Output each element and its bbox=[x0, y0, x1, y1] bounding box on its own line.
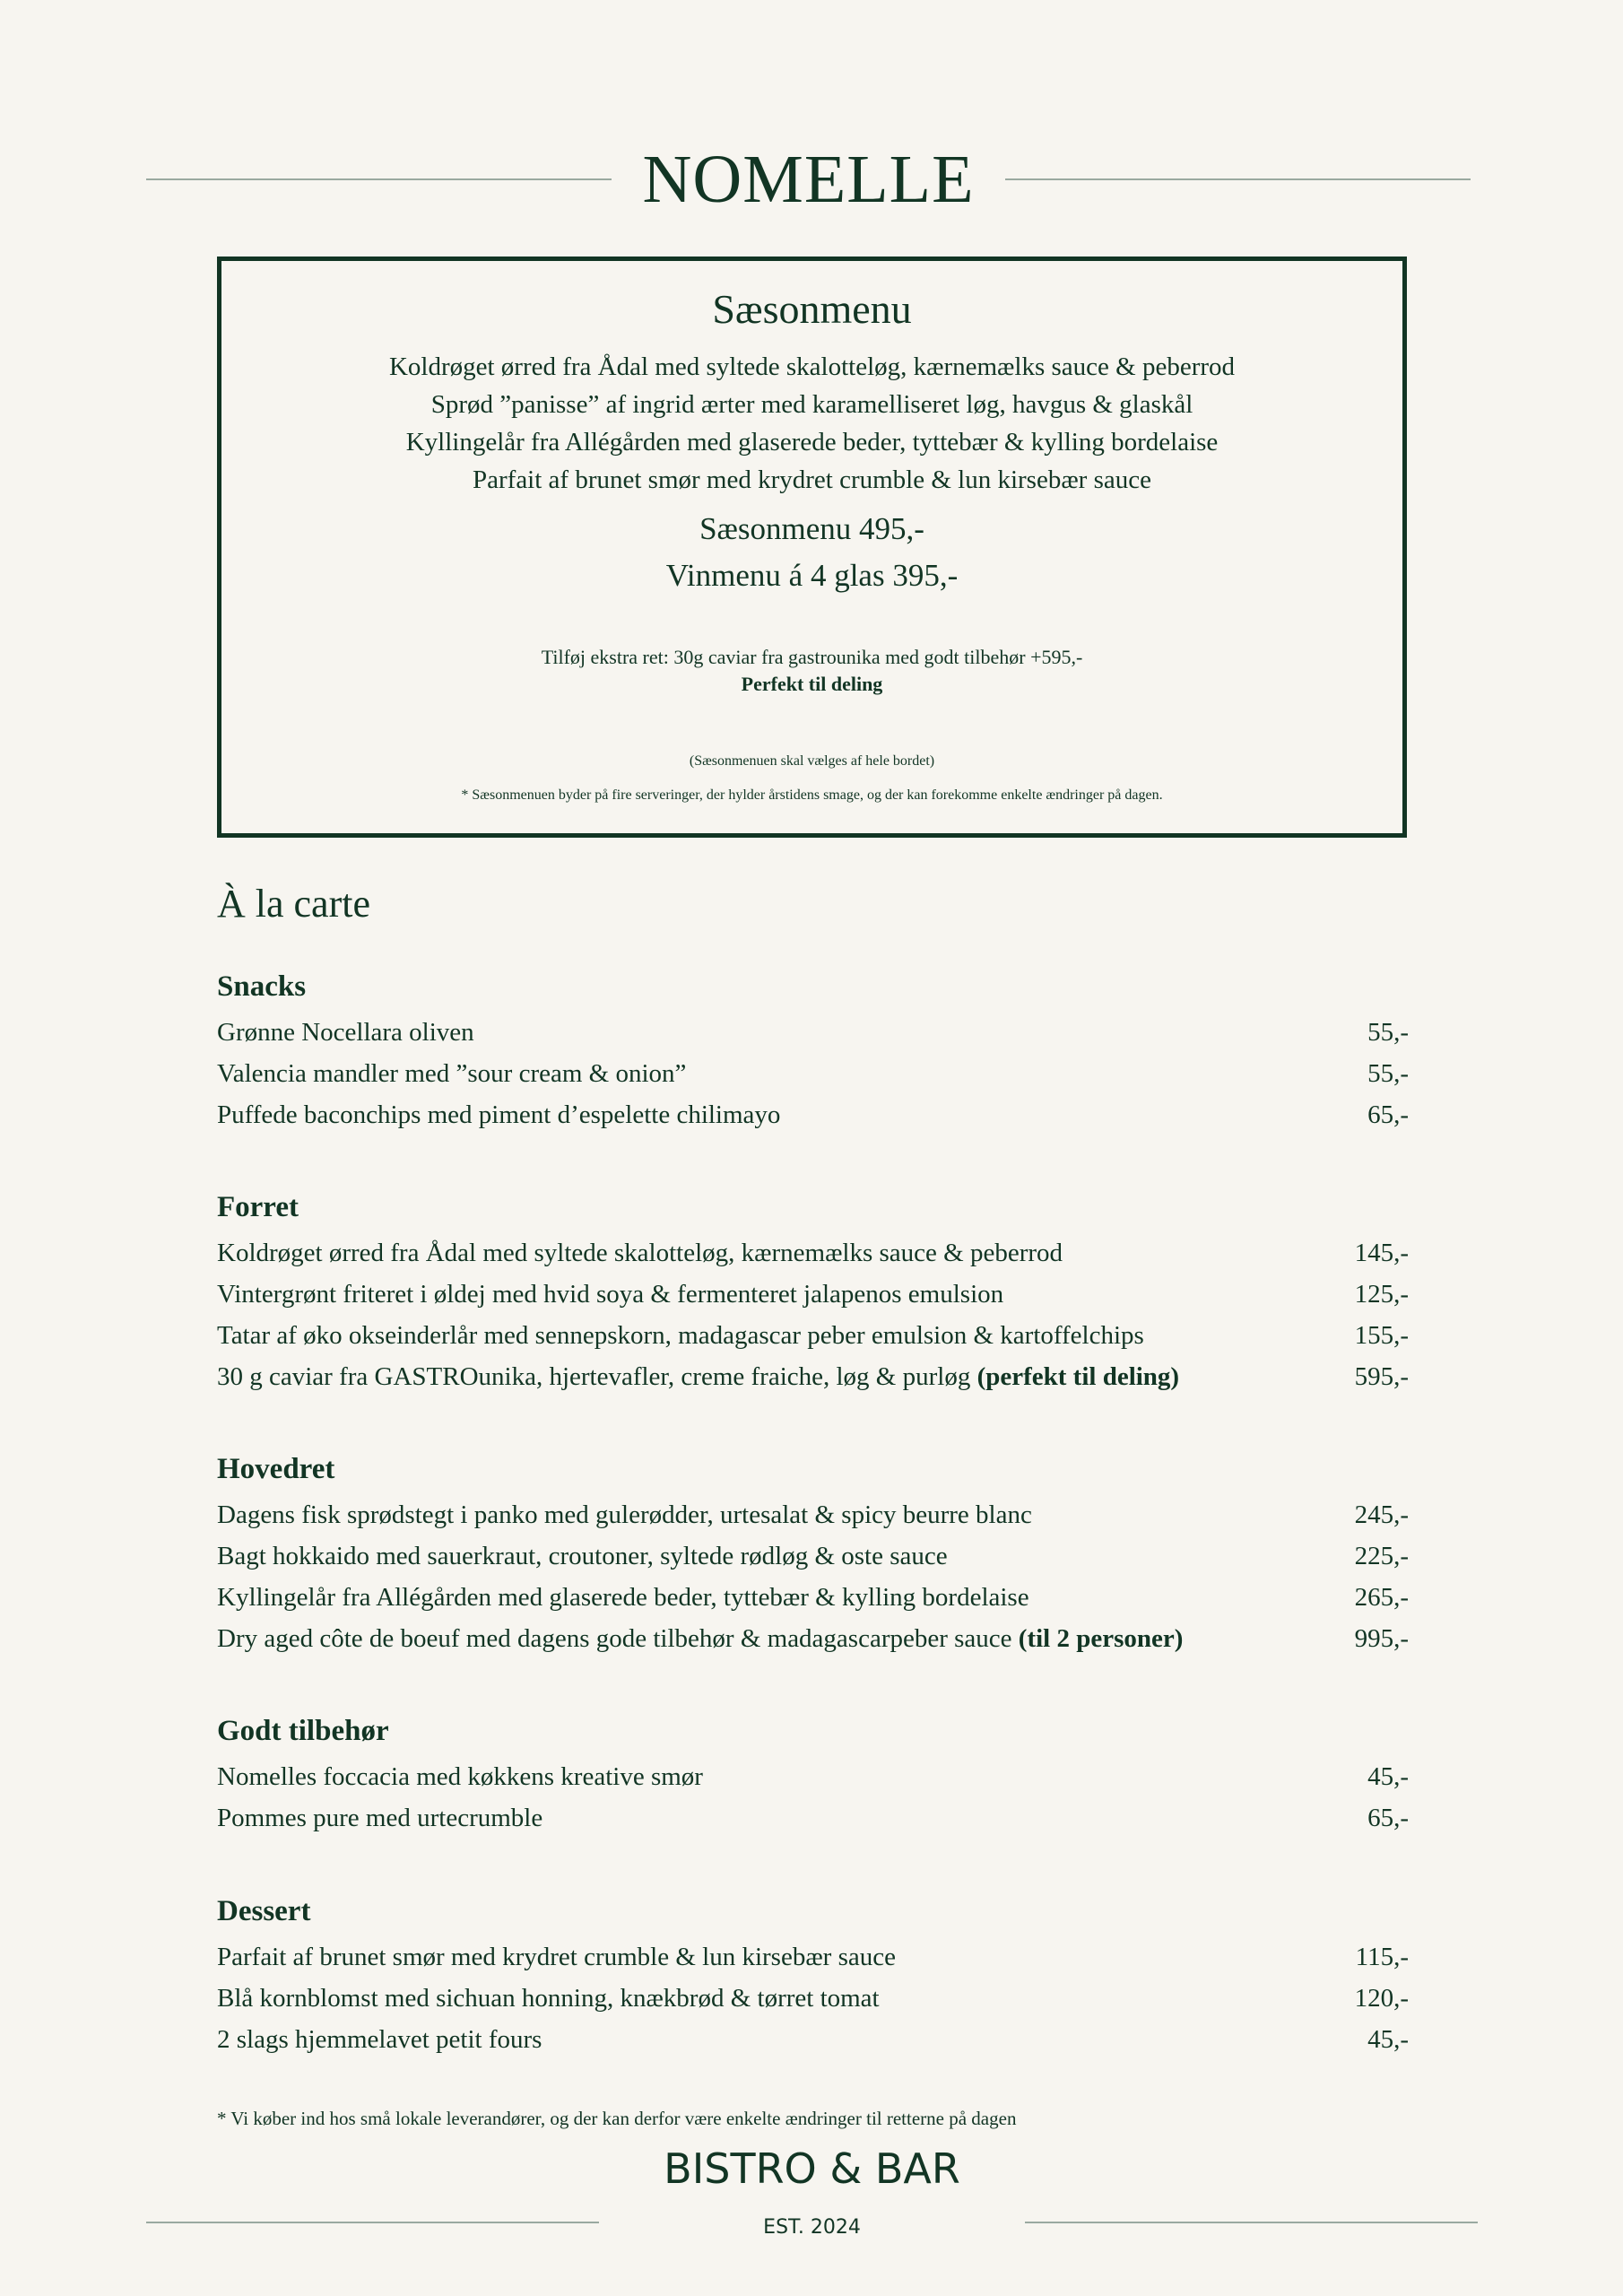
brand-header bbox=[146, 135, 1471, 224]
footer bbox=[146, 2144, 1478, 2239]
season-menu-price: Sæsonmenu 495,- bbox=[699, 511, 924, 547]
season-menu-box bbox=[217, 257, 1407, 838]
section-title: Hovedret bbox=[217, 1453, 335, 1485]
menu-item bbox=[217, 1232, 1409, 1274]
section-title: Godt tilbehør bbox=[217, 1715, 389, 1747]
section-forret bbox=[217, 1187, 1409, 1397]
menu-item bbox=[217, 1577, 1409, 1618]
section-hovedret bbox=[217, 1449, 1409, 1659]
item-name: 2 slags hjemmelavet petit fours bbox=[217, 2025, 542, 2054]
item-name: Blå kornblomst med sichuan honning, knækbrød & tørret tomat bbox=[217, 1984, 880, 2013]
item-price: 125,- bbox=[1354, 1280, 1409, 1309]
section-title: Snacks bbox=[217, 970, 307, 1003]
item-price: 155,- bbox=[1354, 1321, 1409, 1350]
section-title: Dessert bbox=[217, 1895, 311, 1927]
item-price: 45,- bbox=[1367, 2025, 1409, 2054]
item-price: 595,- bbox=[1354, 1362, 1409, 1391]
item-tag: (perfekt til deling) bbox=[976, 1362, 1180, 1391]
season-extra-note: Perfekt til deling bbox=[741, 673, 883, 696]
item-name: Parfait af brunet smør med krydret crumble & lun kirsebær sauce bbox=[217, 1943, 896, 1971]
section-title: Forret bbox=[217, 1191, 299, 1223]
menu-item bbox=[217, 1274, 1409, 1315]
item-name: Pommes pure med urtecrumble bbox=[217, 1804, 543, 1832]
footer-est: EST. 2024 bbox=[763, 2215, 861, 2239]
alacarte-title: À la carte bbox=[217, 882, 370, 926]
item-price: 265,- bbox=[1354, 1583, 1409, 1612]
menu-item bbox=[217, 1618, 1409, 1659]
item-price: 145,- bbox=[1354, 1239, 1409, 1267]
item-name: Valencia mandler med ”sour cream & onion” bbox=[217, 1059, 687, 1088]
season-note-table: (Sæsonmenuen skal vælges af hele bordet) bbox=[689, 753, 935, 770]
item-name: Bagt hokkaido med sauerkraut, croutoner, syltede rødløg & oste sauce bbox=[217, 1542, 948, 1570]
footer-center bbox=[599, 2144, 1025, 2239]
brand-rule-right bbox=[1005, 178, 1471, 180]
item-price: 65,- bbox=[1367, 1804, 1409, 1832]
item-price: 245,- bbox=[1354, 1500, 1409, 1529]
menu-item bbox=[217, 1356, 1409, 1397]
footer-rule-right bbox=[1025, 2222, 1478, 2223]
footer-rule-left bbox=[146, 2222, 599, 2223]
item-price: 225,- bbox=[1354, 1542, 1409, 1570]
season-title: Sæsonmenu bbox=[712, 286, 912, 332]
menu-item bbox=[217, 1053, 1409, 1094]
section-snacks bbox=[217, 967, 1409, 1135]
menu-item bbox=[217, 1094, 1409, 1135]
item-name: Kyllingelår fra Allégården med glaserede beder, tyttebær & kylling bordelaise bbox=[217, 1583, 1029, 1612]
season-course: Kyllingelår fra Allégården med glaserede beder, tyttebær & kylling bordelaise bbox=[405, 428, 1219, 457]
menu-item bbox=[217, 1012, 1409, 1053]
item-tag: (til 2 personer) bbox=[1018, 1624, 1184, 1653]
item-name: Puffede baconchips med piment d’espelette chilimayo bbox=[217, 1100, 781, 1129]
supplier-footnote: * Vi køber ind hos små lokale leverandører, og der kan derfor være enkelte ændringer til retterne på dagen bbox=[217, 2108, 1017, 2129]
wine-menu-price: Vinmenu á 4 glas 395,- bbox=[665, 558, 959, 594]
brand-rule-left bbox=[146, 178, 612, 180]
season-course: Koldrøget ørred fra Ådal med syltede skalotteløg, kærnemælks sauce & peberrod bbox=[388, 352, 1236, 382]
season-course: Sprød ”panisse” af ingrid ærter med karamelliseret løg, havgus & glaskål bbox=[430, 390, 1193, 420]
menu-item bbox=[217, 1494, 1409, 1535]
menu-item bbox=[217, 2019, 1409, 2060]
item-price: 45,- bbox=[1367, 1762, 1409, 1791]
item-name: 30 g caviar fra GASTROunika, hjertevafler, creme fraiche, løg & purløg (perfekt til deling) bbox=[217, 1362, 1180, 1391]
item-name: Tatar af øko okseinderlår med sennepskorn, madagascar peber emulsion & kartoffelchips bbox=[217, 1321, 1144, 1350]
menu-item bbox=[217, 1936, 1409, 1978]
item-name: Vintergrønt friteret i øldej med hvid soya & fermenteret jalapenos emulsion bbox=[217, 1280, 1004, 1309]
section-dessert bbox=[217, 1892, 1409, 2060]
item-price: 115,- bbox=[1355, 1943, 1409, 1971]
season-course: Parfait af brunet smør med krydret crumble & lun kirsebær sauce bbox=[473, 465, 1151, 495]
season-note-seasonal: * Sæsonmenuen byder på fire serveringer, der hylder årstidens smage, og der kan forekomme enkelte ændringer på dagen. bbox=[461, 787, 1163, 804]
item-price: 55,- bbox=[1367, 1018, 1409, 1047]
menu-item bbox=[217, 1797, 1409, 1839]
menu-item bbox=[217, 1315, 1409, 1356]
item-name: Nomelles foccacia med køkkens kreative smør bbox=[217, 1762, 703, 1791]
item-name: Dry aged côte de boeuf med dagens gode tilbehør & madagascarpeber sauce (til 2 personer) bbox=[217, 1624, 1184, 1653]
footer-title: BISTRO & BAR bbox=[664, 2144, 960, 2193]
brand-title: NOMELLE bbox=[642, 142, 975, 217]
item-price: 55,- bbox=[1367, 1059, 1409, 1088]
item-price: 65,- bbox=[1367, 1100, 1409, 1129]
item-name: Grønne Nocellara oliven bbox=[217, 1018, 474, 1047]
season-extra: Tilføj ekstra ret: 30g caviar fra gastrounika med godt tilbehør +595,- bbox=[541, 646, 1083, 669]
menu-item bbox=[217, 1535, 1409, 1577]
item-price: 995,- bbox=[1354, 1624, 1409, 1653]
item-price: 120,- bbox=[1354, 1984, 1409, 2013]
section-tilbehoer bbox=[217, 1711, 1409, 1839]
menu-item bbox=[217, 1756, 1409, 1797]
season-courses bbox=[221, 348, 1402, 499]
item-name: Dagens fisk sprødstegt i panko med gulerødder, urtesalat & spicy beurre blanc bbox=[217, 1500, 1032, 1529]
item-name: Koldrøget ørred fra Ådal med syltede skalotteløg, kærnemælks sauce & peberrod bbox=[217, 1239, 1063, 1267]
menu-item bbox=[217, 1978, 1409, 2019]
